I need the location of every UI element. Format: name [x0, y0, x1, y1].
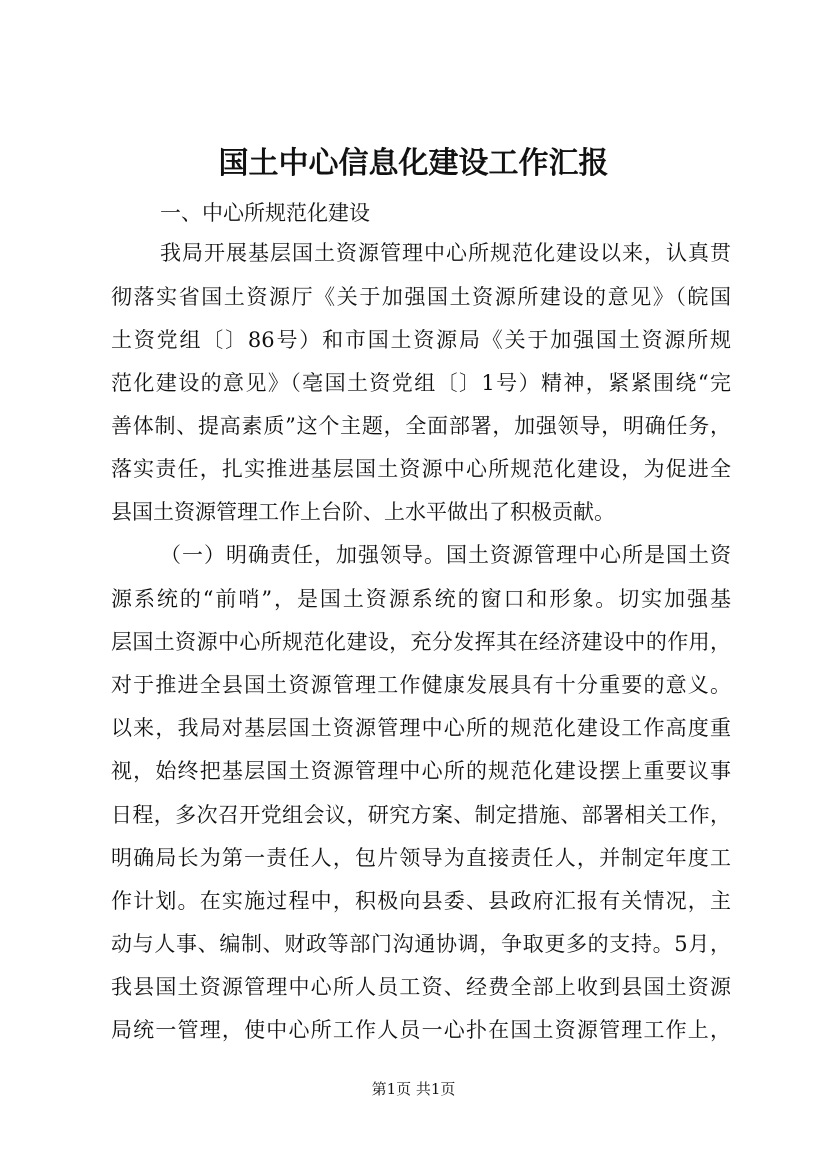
document-title: 国土中心信息化建设工作汇报 — [218, 146, 609, 181]
paragraph-line: 明确局长为第一责任人，包片领导为直接责任人，并制定年度工 — [111, 846, 731, 870]
paragraph-line: 我局开展基层国土资源管理中心所规范化建设以来，认真贯 — [160, 241, 731, 265]
paragraph-line: 作计划。在实施过程中，积极向县委、县政府汇报有关情况，主 — [111, 889, 731, 913]
paragraph-line: 局统一管理，使中心所工作人员一心扑在国土资源管理工作上， — [111, 1018, 731, 1042]
paragraph-line: 县国土资源管理工作上台阶、上水平做出了积极贡献。 — [111, 500, 615, 524]
paragraph-line: 范化建设的意见》（亳国土资党组〔〕1号）精神，紧紧围绕“完 — [111, 371, 731, 395]
paragraph-line: 视，始终把基层国土资源管理中心所的规范化建设摆上重要议事 — [111, 759, 731, 783]
paragraph-line: （一）明确责任，加强领导。国土资源管理中心所是国土资 — [160, 543, 731, 567]
paragraph-line: 动与人事、编制、财政等部门沟通协调，争取更多的支持。5月， — [111, 932, 731, 956]
paragraph-line: 以来，我局对基层国土资源管理中心所的规范化建设工作高度重 — [111, 716, 731, 740]
paragraph-line: 善体制、提高素质”这个主题，全面部署，加强领导，明确任务， — [111, 414, 731, 438]
paragraph-line: 层国土资源中心所规范化建设，充分发挥其在经济建设中的作用， — [111, 630, 731, 654]
paragraph-line: 落实责任，扎实推进基层国土资源中心所规范化建设，为促进全 — [111, 457, 731, 481]
paragraph-line: 对于推进全县国土资源管理工作健康发展具有十分重要的意义。 — [111, 673, 731, 697]
section-heading: 一、中心所规范化建设 — [160, 201, 370, 225]
paragraph-line: 彻落实省国土资源厅《关于加强国土资源所建设的意见》（皖国 — [111, 285, 731, 309]
paragraph-line: 源系统的“前哨”，是国土资源系统的窗口和形象。切实加强基 — [111, 587, 731, 611]
page-number-footer: 第1页 共1页 — [371, 1080, 456, 1098]
paragraph-line: 土资党组〔〕86号）和市国土资源局《关于加强国土资源所规 — [111, 328, 731, 352]
paragraph-line: 日程，多次召开党组会议，研究方案、制定措施、部署相关工作， — [111, 803, 731, 827]
paragraph-line: 我县国土资源管理中心所人员工资、经费全部上收到县国土资源 — [111, 975, 731, 999]
